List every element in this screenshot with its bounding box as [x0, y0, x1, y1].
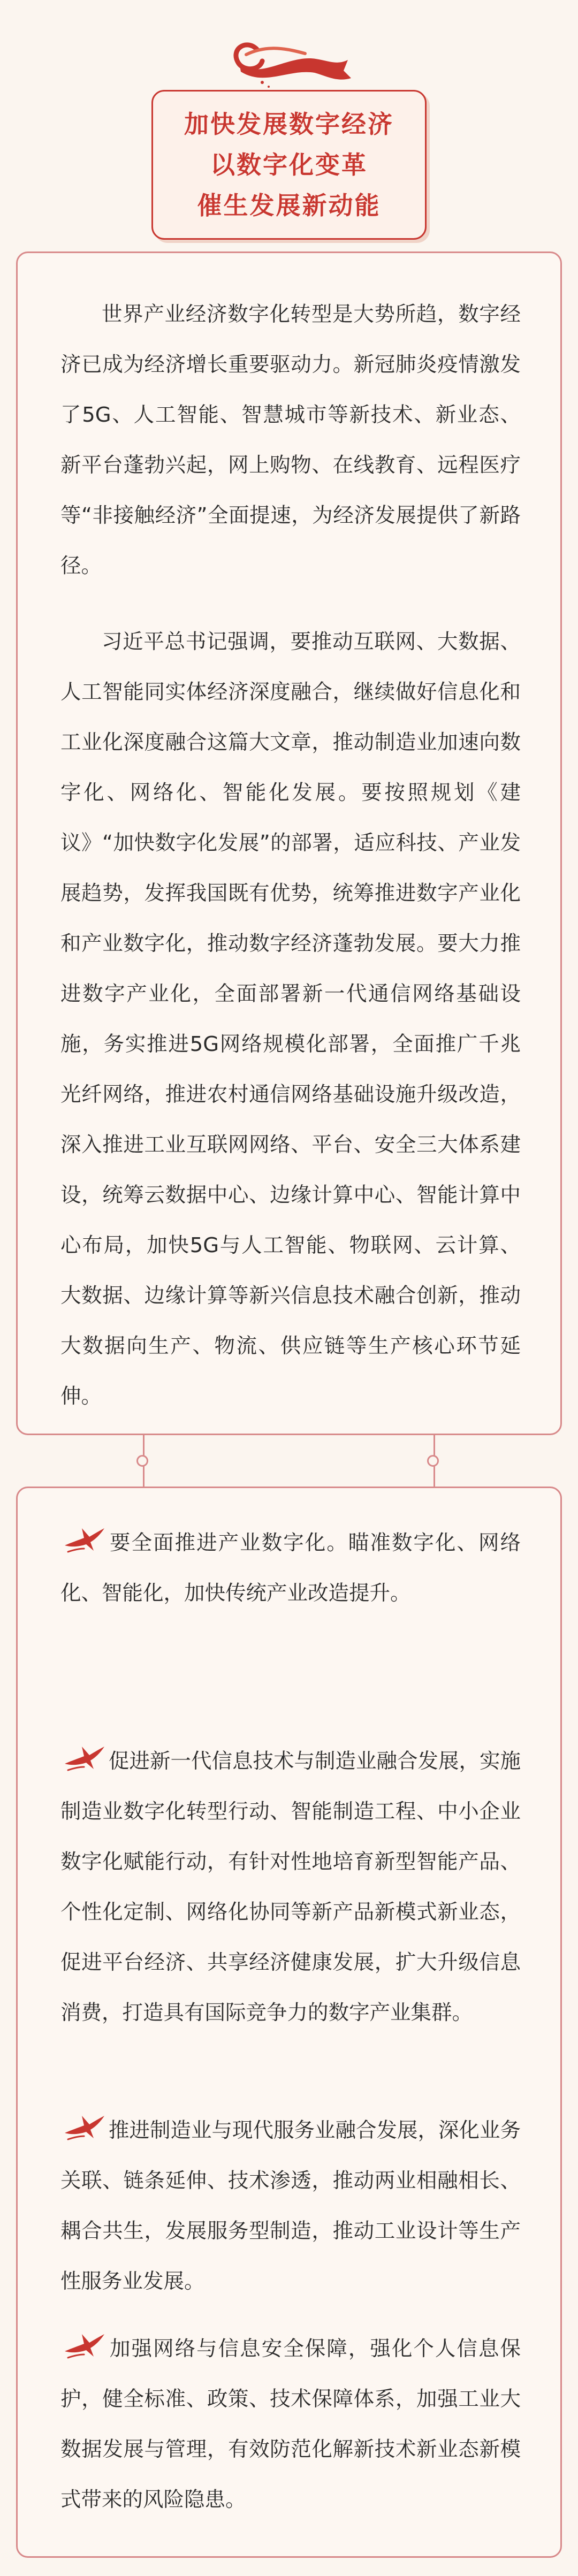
- red-bird-icon: [60, 2328, 107, 2360]
- title-line-1: 加快发展数字经济: [184, 110, 394, 139]
- measure-text: 加强网络与信息安全保障，强化个人信息保护，健全标准、政策、技术保障体系，加强工业大数据发展与管理，有效防范化解新技术新业态新模式带来的风险隐患。: [60, 2337, 521, 2512]
- intro-paragraph-2: 习近平总书记强调，要推动互联网、大数据、人工智能同实体经济深度融合，继续做好信息化和工业化深度融合这篇大文章，推动制造业加速向数字化、网络化、智能化发展。要按照规划《建议》“加快数字化发展”的部署，适应科技、产业发展趋势，发挥我国既有优势，统筹推进数字产业化和产业数字化，推动数字经济蓬勃发展。要大力推进数字产业化，全面部署新一代通信网络基础设施，务实推进5G网络规模化部署，全面推广千兆光纤网络，推进农村通信网络基础设施升级改造，深入推进工业互联网网络、平台、安全三大体系建设，统筹云数据中心、边缘计算中心、智能计算中心布局，加快5G与人工智能、物联网、云计算、大数据、边缘计算等新兴信息技术融合创新，推动大数据向生产、物流、供应链等生产核心环节延伸。: [60, 630, 521, 1408]
- title-line-2: 以数字化变革: [210, 150, 368, 179]
- header: [0, 0, 578, 251]
- measure-text: 推进制造业与现代服务业融合发展，深化业务关联、链条延伸、技术渗透，推动两业相融相长、耦合共生，发展服务型制造，推动工业设计等生产性服务业发展。: [60, 2118, 521, 2293]
- red-bird-icon: [60, 1740, 107, 1772]
- measure-item: [60, 1736, 521, 2038]
- measures-card: [16, 1487, 562, 2558]
- measure-item: [60, 2106, 521, 2307]
- title-box: [151, 90, 427, 240]
- connector-right: [434, 1435, 435, 1487]
- connector-dot: [136, 1455, 148, 1467]
- connector-left: [143, 1435, 144, 1487]
- measure-text: 要全面推进产业数字化。瞄准数字化、网络化、智能化，加快传统产业改造提升。: [60, 1531, 521, 1605]
- measure-item: [60, 2324, 521, 2525]
- red-bird-icon: [60, 1522, 107, 1554]
- red-ribbon-icon: [225, 33, 353, 92]
- measure-text: 促进新一代信息技术与制造业融合发展，实施制造业数字化转型行动、智能制造工程、中小企业数字化赋能行动，有针对性地培育新型智能产品、个性化定制、网络化协同等新产品新模式新业态，促进平台经济、共享经济健康发展，扩大升级信息消费，打造具有国际竞争力的数字产业集群。: [60, 1749, 521, 2025]
- title-line-3: 催生发展新动能: [197, 191, 381, 220]
- measure-item: [60, 1518, 521, 1619]
- intro-paragraph-1: 世界产业经济数字化转型是大势所趋，数字经济已成为经济增长重要驱动力。新冠肺炎疫情激发了5G、人工智能、智慧城市等新技术、新业态、新平台蓬勃兴起，网上购物、在线教育、远程医疗等“非接触经济”全面提速，为经济发展提供了新路径。: [60, 302, 521, 578]
- intro-card: [16, 251, 562, 1435]
- connector-dot: [427, 1455, 439, 1467]
- red-bird-icon: [60, 2109, 107, 2141]
